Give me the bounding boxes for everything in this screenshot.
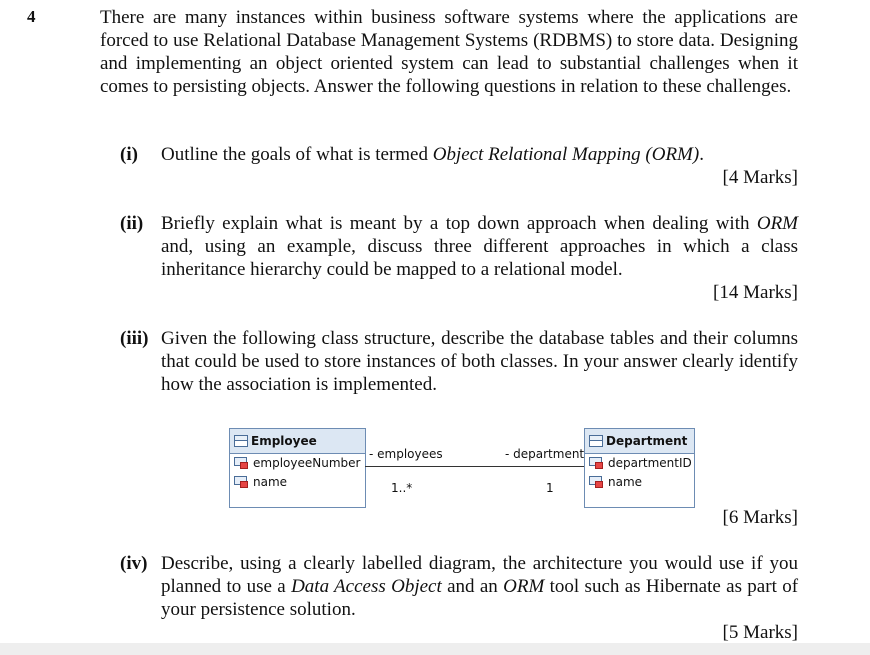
part-text: Briefly explain what is meant by a top down approach when dealing with ORM and, using an example, discuss three different approaches in which a class inheritance hierarchy could be mapped to a relational model. [161, 213, 798, 280]
department-class [584, 428, 695, 508]
page-bottom-edge [0, 643, 870, 655]
part-text: Given the following class structure, describe the database tables and their columns that could be used to store instances of both classes. In your answer clearly identify how the association is implemented. [161, 328, 798, 395]
marks-ii: [14 Marks] [713, 282, 798, 303]
class-icon [589, 435, 603, 447]
left-multiplicity: 1..* [391, 481, 413, 495]
marks-i: [4 Marks] [722, 167, 798, 188]
class-icon [234, 435, 248, 447]
employee-class [229, 428, 366, 508]
marks-iii: [6 Marks] [722, 507, 798, 528]
part-iii [120, 327, 798, 396]
part-i [120, 143, 798, 166]
part-label: (iv) [120, 553, 148, 574]
left-role-label: - employees [369, 447, 443, 461]
employee-attribute: employeeNumber [230, 454, 365, 473]
right-role-label: - department [505, 447, 585, 461]
attribute-icon [234, 457, 250, 469]
department-attribute: name [585, 473, 694, 492]
part-text: Describe, using a clearly labelled diagram, the architecture you would use if you planned to use a Data Access Object and an ORM tool such as Hibernate as part of your persistence solution. [161, 553, 799, 620]
employee-attribute: name [230, 473, 365, 492]
right-multiplicity: 1 [546, 481, 554, 495]
part-text: Outline the goals of what is termed Object Relational Mapping (ORM). [161, 144, 704, 165]
question-intro: There are many instances within business software systems where the applications are forced to use Relational Database Management Systems (RDBMS) to store data. Designing and implementing an object oriented system can lead to substantial challenges when it comes to persisting objects. Answer the following questions in relation to these challenges. [100, 7, 798, 97]
part-label: (ii) [120, 213, 144, 234]
attribute-icon [589, 476, 605, 488]
department-attribute: departmentID [585, 454, 694, 473]
question-number: 4 [27, 7, 36, 26]
attribute-icon [234, 476, 250, 488]
attribute-icon [589, 457, 605, 469]
employee-class-header: Employee [230, 429, 365, 454]
department-class-header: Department [585, 429, 694, 454]
part-label: (i) [120, 144, 138, 165]
part-label: (iii) [120, 328, 149, 349]
association-line [365, 466, 584, 467]
marks-iv: [5 Marks] [722, 622, 798, 643]
part-iv [120, 552, 798, 621]
part-ii [120, 212, 798, 281]
